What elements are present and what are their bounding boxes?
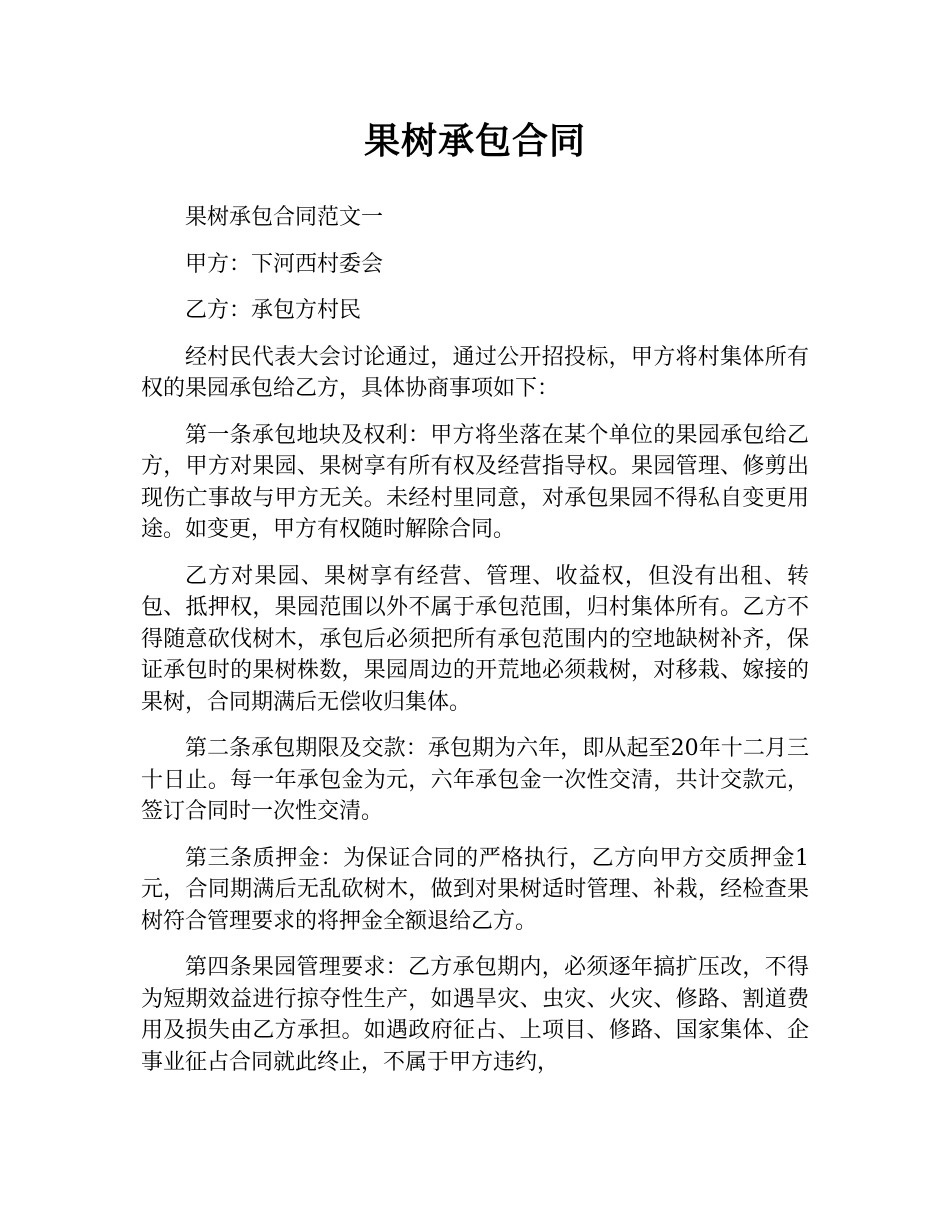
document-body (141, 202, 809, 1093)
paragraph-article-1-rights: 乙方对果园、果树享有经营、管理、收益权，但没有出租、转包、抵押权，果园范围以外不属于承包范围，归村集体所有。乙方不得随意砍伐树木，承包后必须把所有承包范围内的空地缺树补齐，保证承包时的果树株数，果园周边的开荒地必须栽树，对移栽、嫁接的果树，合同期满后无偿收归集体。 (141, 563, 809, 715)
paragraph-article-1: 第一条承包地块及权利：甲方将坐落在某个单位的果园承包给乙方，甲方对果园、果树享有所有权及经营指导权。果园管理、修剪出现伤亡事故与甲方无关。未经村里同意，对承包果园不得私自变更用途。如变更，甲方有权随时解除合同。 (141, 422, 809, 542)
paragraph-preamble: 经村民代表大会讨论通过，通过公开招投标，甲方将村集体所有权的果园承包给乙方，具体协商事项如下： (141, 344, 809, 401)
paragraph-party-a: 甲方：下河西村委会 (185, 251, 384, 277)
paragraph-article-2: 第二条承包期限及交款：承包期为六年，即从起至20年十二月三十日止。每一年承包金为元，六年承包金一次性交清，共计交款元，签订合同时一次性交清。 (141, 736, 809, 824)
paragraph-article-3: 第三条质押金：为保证合同的严格执行，乙方向甲方交质押金1元，合同期满后无乱砍树木，做到对果树适时管理、补栽，经检查果树符合管理要求的将押金全额退给乙方。 (141, 845, 809, 934)
paragraph-article-4: 第四条果园管理要求：乙方承包期内，必须逐年搞扩压改，不得为短期效益进行掠夺性生产，如遇旱灾、虫灾、火灾、修路、割道费用及损失由乙方承担。如遇政府征占、上项目、修路、国家集体、企事业征占合同就此终止，不属于甲方违约， (141, 955, 809, 1075)
document-title: 果树承包合同 (363, 121, 586, 162)
paragraph-party-b: 乙方：承包方村民 (185, 298, 362, 323)
paragraph-heading-sample: 果树承包合同范文一 (185, 205, 384, 230)
